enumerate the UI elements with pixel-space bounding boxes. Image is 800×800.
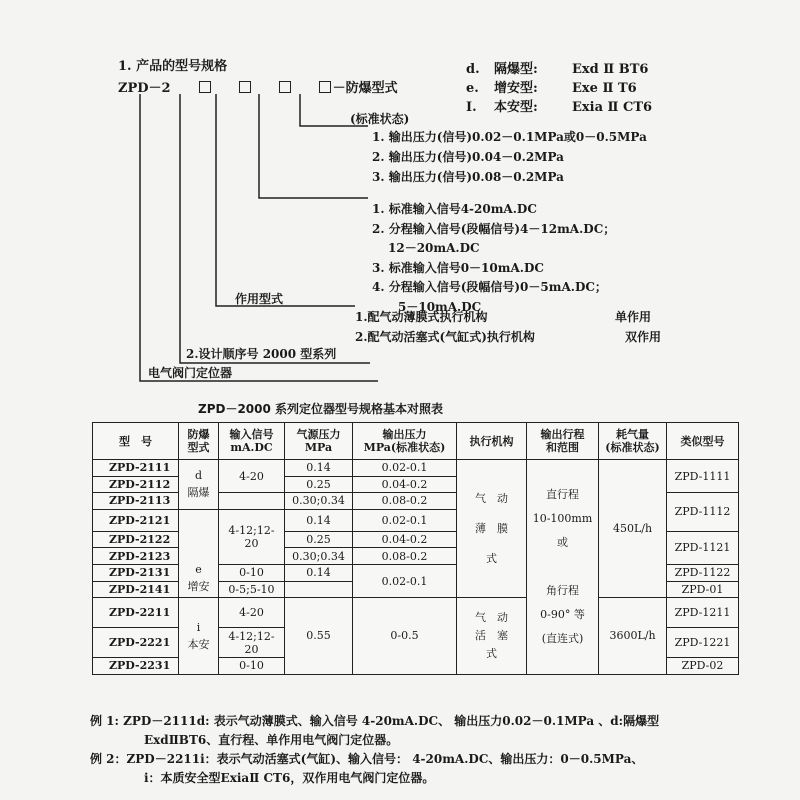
cell-supply: 0.55 xyxy=(285,598,353,675)
cell-similar: ZPD-1112 xyxy=(667,493,739,532)
cell-explosion-i: i 本安 xyxy=(179,598,219,675)
cell-input: 4-20 xyxy=(219,460,285,493)
cell-input: 0-10 xyxy=(219,658,285,675)
col-header-supply: 气源压力 MPa xyxy=(285,423,353,460)
model-prefix: ZPD－2 xyxy=(118,81,171,96)
cell-model: ZPD-2211 xyxy=(93,598,179,628)
col-header-model: 型 号 xyxy=(93,423,179,460)
cell-model: ZPD-2141 xyxy=(93,581,179,598)
example-2-line-2: i：本质安全型ExiaⅡ CT6，双作用电气阀门定位器。 xyxy=(144,771,435,785)
input-item: 1. 标准输入信号4-20mA.DC xyxy=(372,202,537,216)
col-header-explosion: 防爆 型式 xyxy=(179,423,219,460)
example-1-line-2: ExdⅡBT6、直行程、单作用电气阀门定位器。 xyxy=(144,733,399,747)
explosion-type-d: d. 隔爆型: Exd Ⅱ BT6 xyxy=(466,62,649,77)
col-header-input: 输入信号 mA.DC xyxy=(219,423,285,460)
cell-model: ZPD-2231 xyxy=(93,658,179,675)
cell-output: 0.02-0.1 xyxy=(353,509,457,531)
cell-model: ZPD-2122 xyxy=(93,531,179,548)
output-title: (标准状态) xyxy=(350,112,410,126)
col-header-output: 输出压力 MPa(标准状态) xyxy=(353,423,457,460)
input-item: 2. 分程输入信号(段幅信号)4－12mA.DC； xyxy=(372,221,616,236)
cell-input: 0-5;5-10 xyxy=(219,581,285,598)
cell-supply: 0.25 xyxy=(285,476,353,493)
cell-supply: 0.25 xyxy=(285,531,353,548)
cell-input: 4-12;12-20 xyxy=(219,509,285,564)
cell-model: ZPD-2121 xyxy=(93,509,179,531)
table-row xyxy=(93,598,739,628)
input-item: 12－20mA.DC xyxy=(388,241,480,255)
cell-output: 0-0.5 xyxy=(353,598,457,675)
cell-model: ZPD-2131 xyxy=(93,564,179,581)
table-row xyxy=(93,460,739,477)
cell-input xyxy=(219,493,285,510)
col-header-air: 耗气量 (标准状态) xyxy=(599,423,667,460)
explosion-type-i: I. 本安型: Exia Ⅱ CT6 xyxy=(466,100,653,115)
table-title: ZPD－2000 系列定位器型号规格基本对照表 xyxy=(198,402,444,416)
cell-air-piston: 3600L/h xyxy=(599,598,667,675)
example-1-line-1: 例 1: ZPD－2111d: 表示气动薄膜式、输入信号 4-20mA.DC、 输出压力0.02－0.1MPa 、d:隔爆型 xyxy=(90,714,660,728)
cell-similar: ZPD-1221 xyxy=(667,628,739,658)
spec-title: 1. 产品的型号规格 xyxy=(118,59,228,74)
cell-output: 0.02-0.1 xyxy=(353,460,457,477)
cell-actuator-membrane: 气 动 薄 膜 式 xyxy=(457,460,527,598)
cell-model: ZPD-2221 xyxy=(93,628,179,658)
spec-table xyxy=(92,422,739,675)
cell-input: 4-12;12-20 xyxy=(219,628,285,658)
cell-supply: 0.14 xyxy=(285,460,353,477)
cell-model: ZPD-2113 xyxy=(93,493,179,510)
cell-air-membrane: 450L/h xyxy=(599,460,667,598)
cell-output: 0.08-0.2 xyxy=(353,548,457,565)
cell-explosion-e: e 增安 xyxy=(179,509,219,597)
input-item: 3. 标准输入信号0－10mA.DC xyxy=(372,260,544,275)
cell-similar: ZPD-1111 xyxy=(667,460,739,493)
product-name: 电气阀门定位器 xyxy=(148,366,233,380)
col-header-stroke: 输出行程 和范围 xyxy=(527,423,599,460)
cell-model: ZPD-2123 xyxy=(93,548,179,565)
cell-input: 0-10 xyxy=(219,564,285,581)
explosion-type-e: e. 增安型: Exe Ⅱ T6 xyxy=(466,81,637,96)
input-item: 4. 分程输入信号(段幅信号)0－5mA.DC； xyxy=(372,280,607,294)
explosion-label: －防爆型式 xyxy=(332,81,398,96)
cell-actuator-piston: 气 动 活 塞 式 xyxy=(457,598,527,675)
cell-output: 0.08-0.2 xyxy=(353,493,457,510)
cell-model: ZPD-2112 xyxy=(93,476,179,493)
examples xyxy=(90,712,659,788)
input-item: 5－10mA.DC xyxy=(398,299,482,314)
cell-supply xyxy=(285,581,353,598)
cell-stroke: 直行程 10-100mm 或 角行程 0-90° 等 (直连式) xyxy=(527,460,599,675)
cell-similar: ZPD-1122 xyxy=(667,564,739,581)
action-item-2: 2.配气动活塞式(气缸式)执行机构 双作用 xyxy=(355,330,662,344)
col-header-similar: 类似型号 xyxy=(667,423,739,460)
output-item: 1. 输出压力(信号)0.02－0.1MPa或0－0.5MPa xyxy=(372,130,647,144)
cell-model: ZPD-2111 xyxy=(93,460,179,477)
cell-similar: ZPD-01 xyxy=(667,581,739,598)
cell-supply: 0.14 xyxy=(285,509,353,531)
cell-input: 4-20 xyxy=(219,598,285,628)
cell-output: 0.02-0.1 xyxy=(353,564,457,597)
output-item: 2. 输出压力(信号)0.04－0.2MPa xyxy=(372,150,564,164)
cell-explosion-d: d 隔爆 xyxy=(179,460,219,510)
cell-similar: ZPD-1121 xyxy=(667,531,739,564)
action-title: 作用型式 xyxy=(235,292,284,306)
action-item-1: 1.配气动薄膜式执行机构 单作用 xyxy=(355,310,652,324)
cell-supply: 0.30;0.34 xyxy=(285,493,353,510)
cell-output: 0.04-0.2 xyxy=(353,476,457,493)
cell-supply: 0.14 xyxy=(285,564,353,581)
cell-similar: ZPD-02 xyxy=(667,658,739,675)
design-series: 2.设计顺序号 2000 型系列 xyxy=(186,347,337,361)
table-header-row xyxy=(93,423,739,460)
cell-supply: 0.30;0.34 xyxy=(285,548,353,565)
cell-output: 0.04-0.2 xyxy=(353,531,457,548)
col-header-actuator: 执行机构 xyxy=(457,423,527,460)
output-item: 3. 输出压力(信号)0.08－0.2MPa xyxy=(372,170,564,184)
cell-similar: ZPD-1211 xyxy=(667,598,739,628)
example-2-line-1: 例 2：ZPD－2211i：表示气动活塞式(气缸)、输入信号： 4-20mA.DC、输出压力：0－0.5MPa、 xyxy=(90,752,644,766)
